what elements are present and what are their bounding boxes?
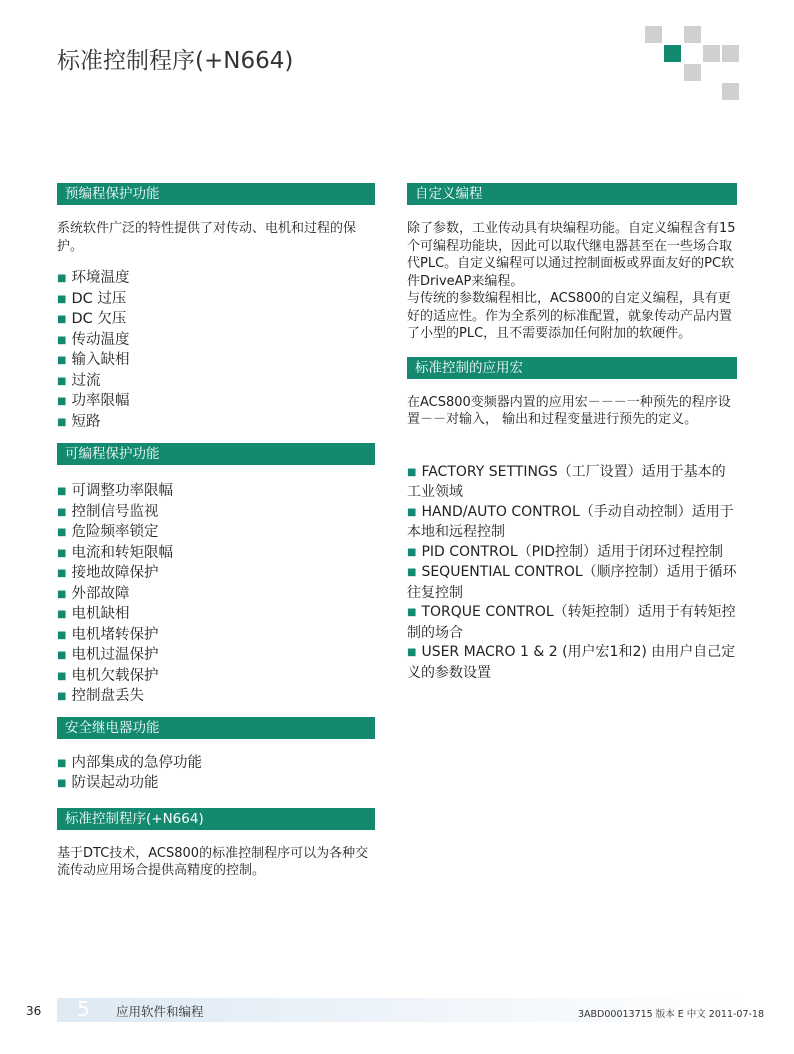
list-item: ■ 防误起动功能 [57,774,375,795]
section-header-standard-program: 标准控制程序(+N664) [57,808,375,830]
chapter-number: 5 [77,997,90,1021]
list-item: ■ 输入缺相 [57,351,375,372]
page-title: 标准控制程序(+N664) [57,48,294,74]
programmable-protection-list [57,482,375,708]
app-macros-text: 在ACS800变频器内置的应用宏－－－一种预先的程序设置－－对输入， 输出和过程变量进行预先的定义。 [407,394,731,427]
page-number: 36 [26,1004,42,1018]
list-item: ■ 电机过温保护 [57,646,375,667]
list-item: ■ 传动温度 [57,331,375,352]
predefined-protection-list [57,269,375,433]
chapter-title: 应用软件和编程 [116,1004,204,1019]
list-item: ■ 电机堵转保护 [57,626,375,647]
section-header-custom-programming: 自定义编程 [407,183,737,205]
custom-programming-text-2: 与传统的参数编程相比，ACS800的自定义编程，具有更好的适应性。作为全系列的标准配置，就象传动产品内置了小型的PLC，且不需要添加任何附加的软硬件。 [407,291,733,341]
list-item: ■ 危险频率锁定 [57,523,375,544]
list-item: ■ FACTORY SETTINGS（工厂设置）适用于基本的工业领域 [407,463,737,503]
list-item: ■ 电机欠载保护 [57,667,375,688]
list-item: ■ 短路 [57,413,375,434]
left-column [57,183,375,880]
list-item: ■ 电流和转矩限幅 [57,544,375,565]
list-item: ■ PID CONTROL（PID控制）适用于闭环过程控制 [407,543,737,564]
safety-relay-list [57,754,375,795]
list-item: ■ 控制信号监视 [57,503,375,524]
list-item: ■ DC 过压 [57,290,375,311]
section-header-predefined-protection: 预编程保护功能 [57,183,375,205]
list-item: ■ 内部集成的急停功能 [57,754,375,775]
list-item: ■ USER MACRO 1 & 2 (用户宏1和2) 由用户自己定义的参数设置 [407,643,737,683]
section-header-safety-relay: 安全继电器功能 [57,717,375,739]
list-item: ■ 电机缺相 [57,605,375,626]
list-item: ■ 功率限幅 [57,392,375,413]
custom-programming-text-1: 除了参数，工业传动具有块编程功能。自定义编程含有15个可编程功能块，因此可以取代继电器甚至在一些场合取代PLC。自定义编程可以通过控制面板或界面友好的PC软件DriveAP来编程。 [407,221,736,289]
list-item: ■ 可调整功率限幅 [57,482,375,503]
section-header-app-macros: 标准控制的应用宏 [407,357,737,379]
list-item: ■ 过流 [57,372,375,393]
list-item: ■ HAND/AUTO CONTROL（手动自动控制）适用于本地和远程控制 [407,503,737,543]
list-item: ■ 接地故障保护 [57,564,375,585]
section-header-programmable-protection: 可编程保护功能 [57,443,375,465]
list-item: ■ 环境温度 [57,269,375,290]
list-item: ■ 外部故障 [57,585,375,606]
predefined-protection-intro: 系统软件广泛的特性提供了对传动、电机和过程的保护。 [57,221,357,254]
app-macros-list [407,463,737,684]
list-item: ■ 控制盘丢失 [57,687,375,708]
document-id: 3ABD00013715 版本 E 中文 2011-07-18 [578,1009,765,1020]
list-item: ■ TORQUE CONTROL（转矩控制）适用于有转矩控制的场合 [407,603,737,643]
list-item: ■ SEQUENTIAL CONTROL（顺序控制）适用于循环往复控制 [407,563,737,603]
right-column [407,183,737,683]
standard-program-text: 基于DTC技术，ACS800的标准控制程序可以为各种交流传动应用场合提供高精度的控制。 [57,845,369,878]
list-item: ■ DC 欠压 [57,310,375,331]
